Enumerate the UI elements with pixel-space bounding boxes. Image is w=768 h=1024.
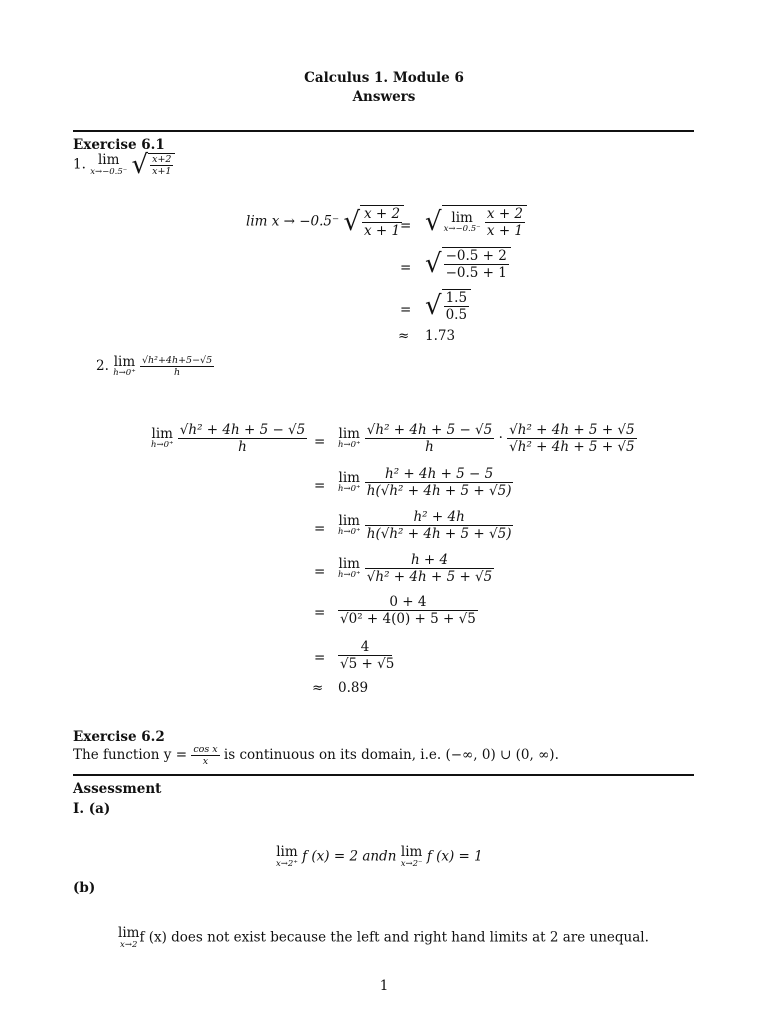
assessment-a-limits (276, 846, 483, 868)
step4-value: 1.73 (425, 328, 456, 344)
b2-sub: h→0⁺ (338, 484, 361, 494)
b-lim-sub: x→2 (120, 939, 138, 950)
step1-rhs-lim: lim (451, 209, 473, 226)
item1-lim: lim (97, 152, 120, 168)
step3-sqrt: √ (425, 291, 442, 321)
b6-den: √5 + √5 (340, 656, 395, 672)
item2-lim: lim (113, 353, 136, 370)
b2-rhs (338, 466, 513, 499)
step3-num: 1.5 (445, 290, 468, 306)
item2-num: √h²+4h+5−√5 (141, 355, 213, 366)
b1-rhs (338, 422, 637, 455)
step2-sqrt: √ (425, 249, 442, 279)
step1-rhs-sqrt: √ (425, 207, 442, 237)
document-subtitle: Answers (352, 89, 416, 105)
step1-rhs-den: x + 1 (486, 223, 524, 239)
ex61-step3 (425, 289, 471, 323)
b5-rhs (338, 594, 478, 627)
b4-den: √h² + 4h + 5 + √5 (366, 569, 493, 585)
a-lim2-sub: x→2⁻ (400, 858, 423, 869)
step2-eq: = (400, 260, 412, 276)
a-expr2: f (x) = 1 (426, 848, 483, 865)
ex61-step1-rhs (425, 205, 527, 239)
ex61-item2-statement (96, 355, 214, 378)
step1-rhs-sub: x→−0.5⁻ (443, 224, 481, 234)
b1-lim: lim (338, 425, 360, 442)
ex61-step2 (425, 247, 511, 281)
step3-eq: = (400, 302, 412, 318)
b4-rhs (338, 552, 494, 585)
b-lim: lim (118, 925, 140, 941)
a-lim1: lim (276, 844, 298, 860)
assessment-b-statement (118, 927, 649, 949)
item2-label: 2. (96, 358, 109, 374)
exercise-6-2-heading: Exercise 6.2 (73, 729, 165, 745)
a-lim1-sub: x→2⁺ (276, 858, 298, 869)
b7-value: 0.89 (338, 680, 369, 696)
item1-num: x+2 (152, 154, 172, 165)
step1-lhs-sqrt: √ (343, 207, 361, 237)
step1-lhs-den: x + 1 (364, 223, 401, 239)
ex62-text-before: The function y = (73, 747, 188, 763)
b2-eq: = (314, 478, 326, 494)
b1-conj-num: √h² + 4h + 5 + √5 (509, 422, 635, 438)
b4-num: h + 4 (365, 552, 494, 569)
b3-rhs (338, 509, 513, 542)
b1-conj-den: √h² + 4h + 5 + √5 (509, 439, 635, 455)
b6-num: 4 (338, 639, 392, 656)
b2-den: h(√h² + 4h + 5 + √5) (366, 483, 512, 499)
b2-num: h² + 4h + 5 − 5 (365, 466, 514, 483)
b1-den: h (425, 439, 434, 455)
step4-approx: ≈ (398, 328, 410, 344)
b-lhs-den: h (238, 439, 247, 455)
assessment-heading: Assessment (73, 781, 162, 797)
b7-approx: ≈ (312, 680, 324, 696)
assessment-part-a: I. (a) (73, 801, 111, 817)
b1-dot: · (498, 430, 503, 446)
b6-eq: = (314, 650, 326, 666)
item2-den: h (174, 367, 181, 378)
b1-sub: h→0⁺ (338, 440, 361, 450)
step1-lhs-text: lim x → −0.5⁻ (246, 213, 340, 230)
b-text: f (x) does not exist because the left and right hand limits at 2 are unequal. (139, 929, 649, 946)
b4-eq: = (314, 564, 326, 580)
b3-den: h(√h² + 4h + 5 + √5) (366, 526, 512, 542)
b-lhs-num: √h² + 4h + 5 − √5 (179, 422, 306, 438)
ex61-step1-lhs (246, 205, 404, 239)
b3-lim: lim (338, 512, 360, 529)
b2-lim: lim (338, 469, 360, 486)
step1-lhs-num: x + 2 (364, 206, 401, 222)
b-lhs (151, 422, 307, 455)
b5-den: √0² + 4(0) + 5 + √5 (340, 611, 476, 627)
item1-sqrt-symbol: √ (131, 150, 149, 180)
b-lhs-sub: h→0⁺ (151, 440, 174, 450)
item1-label: 1. (73, 156, 86, 173)
b1-eq: = (314, 434, 326, 450)
step2-den: −0.5 + 1 (445, 265, 507, 281)
step1-eq: = (400, 218, 412, 234)
b3-eq: = (314, 521, 326, 537)
b1-num: √h² + 4h + 5 − √5 (366, 422, 493, 438)
exercise-6-1-heading: Exercise 6.1 (73, 137, 165, 153)
ex62-statement (73, 744, 559, 767)
item1-den: x+1 (152, 166, 172, 177)
assessment-rule (73, 774, 694, 776)
ex62-frac-den: x (202, 756, 209, 767)
step3-den: 0.5 (445, 307, 468, 323)
step2-num: −0.5 + 2 (445, 248, 507, 264)
assessment-part-b: (b) (73, 880, 96, 896)
top-rule (73, 130, 694, 132)
a-lim2: lim (400, 844, 423, 860)
b4-sub: h→0⁺ (338, 570, 361, 580)
step1-rhs-num: x + 2 (486, 206, 524, 222)
b3-sub: h→0⁺ (338, 527, 361, 537)
document-title: Calculus 1. Module 6 (304, 70, 464, 86)
a-expr1: f (x) = 2 andn (302, 848, 397, 865)
b6-rhs (338, 639, 395, 672)
item1-lim-sub: x→−0.5⁻ (90, 166, 128, 177)
b3-num: h² + 4h (365, 509, 514, 526)
b4-lim: lim (338, 555, 360, 572)
ex62-text-after: is continuous on its domain, i.e. (−∞, 0) ∪ (0, ∞). (223, 747, 559, 763)
ex62-frac-num: cos x (193, 744, 218, 755)
b5-eq: = (314, 605, 326, 621)
ex61-item1-statement (73, 152, 175, 178)
b-lhs-lim: lim (151, 425, 173, 442)
item2-lim-sub: h→0⁺ (113, 368, 136, 378)
page-number: 1 (379, 978, 389, 994)
b5-num: 0 + 4 (338, 594, 478, 611)
